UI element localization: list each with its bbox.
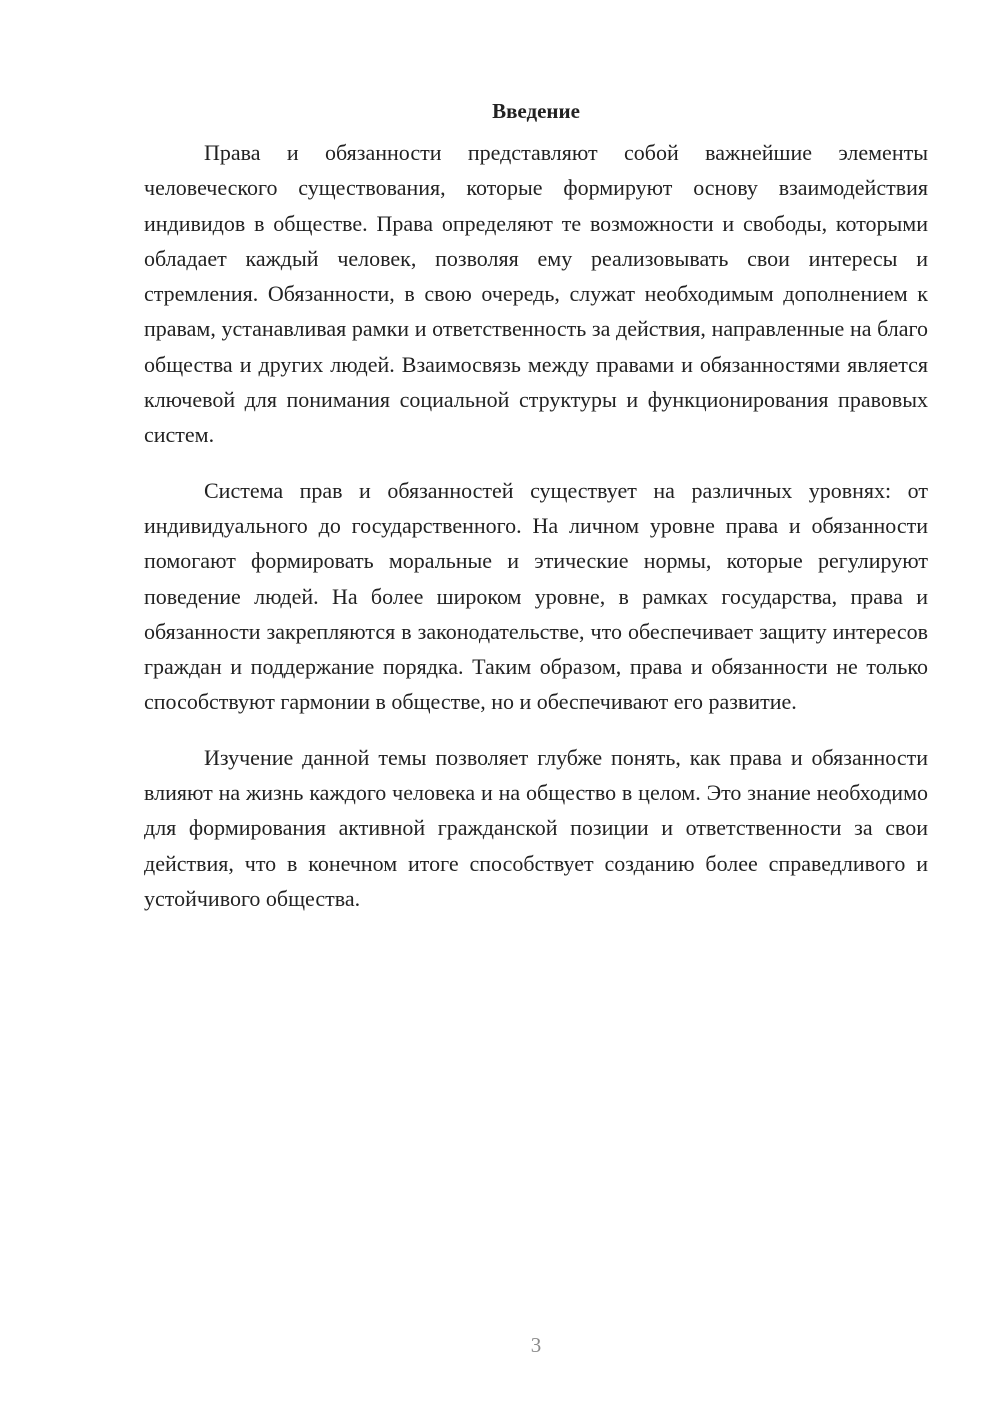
page-number: 3 <box>530 1333 542 1357</box>
page-content <box>144 96 928 916</box>
paragraph-2: Система прав и обязанностей существует на различных уровнях: от индивидуального до государственного. На личном уровне права и обязанности помогают формировать моральные и этические нормы, которые регулируют поведение людей. На более широком уровне, в рамках государства, права и обязанности закрепляются в законодательстве, что обеспечивает защиту интересов граждан и поддержание порядка. Таким образом, права и обязанности не только способствуют гармонии в обществе, но и обеспечивают его развитие. <box>144 477 928 715</box>
paragraph-1: Права и обязанности представляют собой важнейшие элементы человеческого существования, которые формируют основу взаимодействия индивидов в обществе. Права определяют те возможности и свободы, которыми обладает каждый человек, позволяя ему реализовывать свои интересы и стремления. Обязанности, в свою очередь, служат необходимым дополнением к правам, устанавливая рамки и ответственность за действия, направленные на благо общества и других людей. Взаимосвязь между правами и обязанностями является ключевой для понимания социальной структуры и функционирования правовых систем. <box>144 140 928 448</box>
paragraph-3: Изучение данной темы позволяет глубже понять, как права и обязанности влияют на жизнь каждого человека и на общество в целом. Это знание необходимо для формирования активной гражданской позиции и ответственности за свои действия, что в конечном итоге способствует созданию более справедливого и устойчивого общества. <box>144 744 928 911</box>
section-title: Введение <box>492 99 580 123</box>
